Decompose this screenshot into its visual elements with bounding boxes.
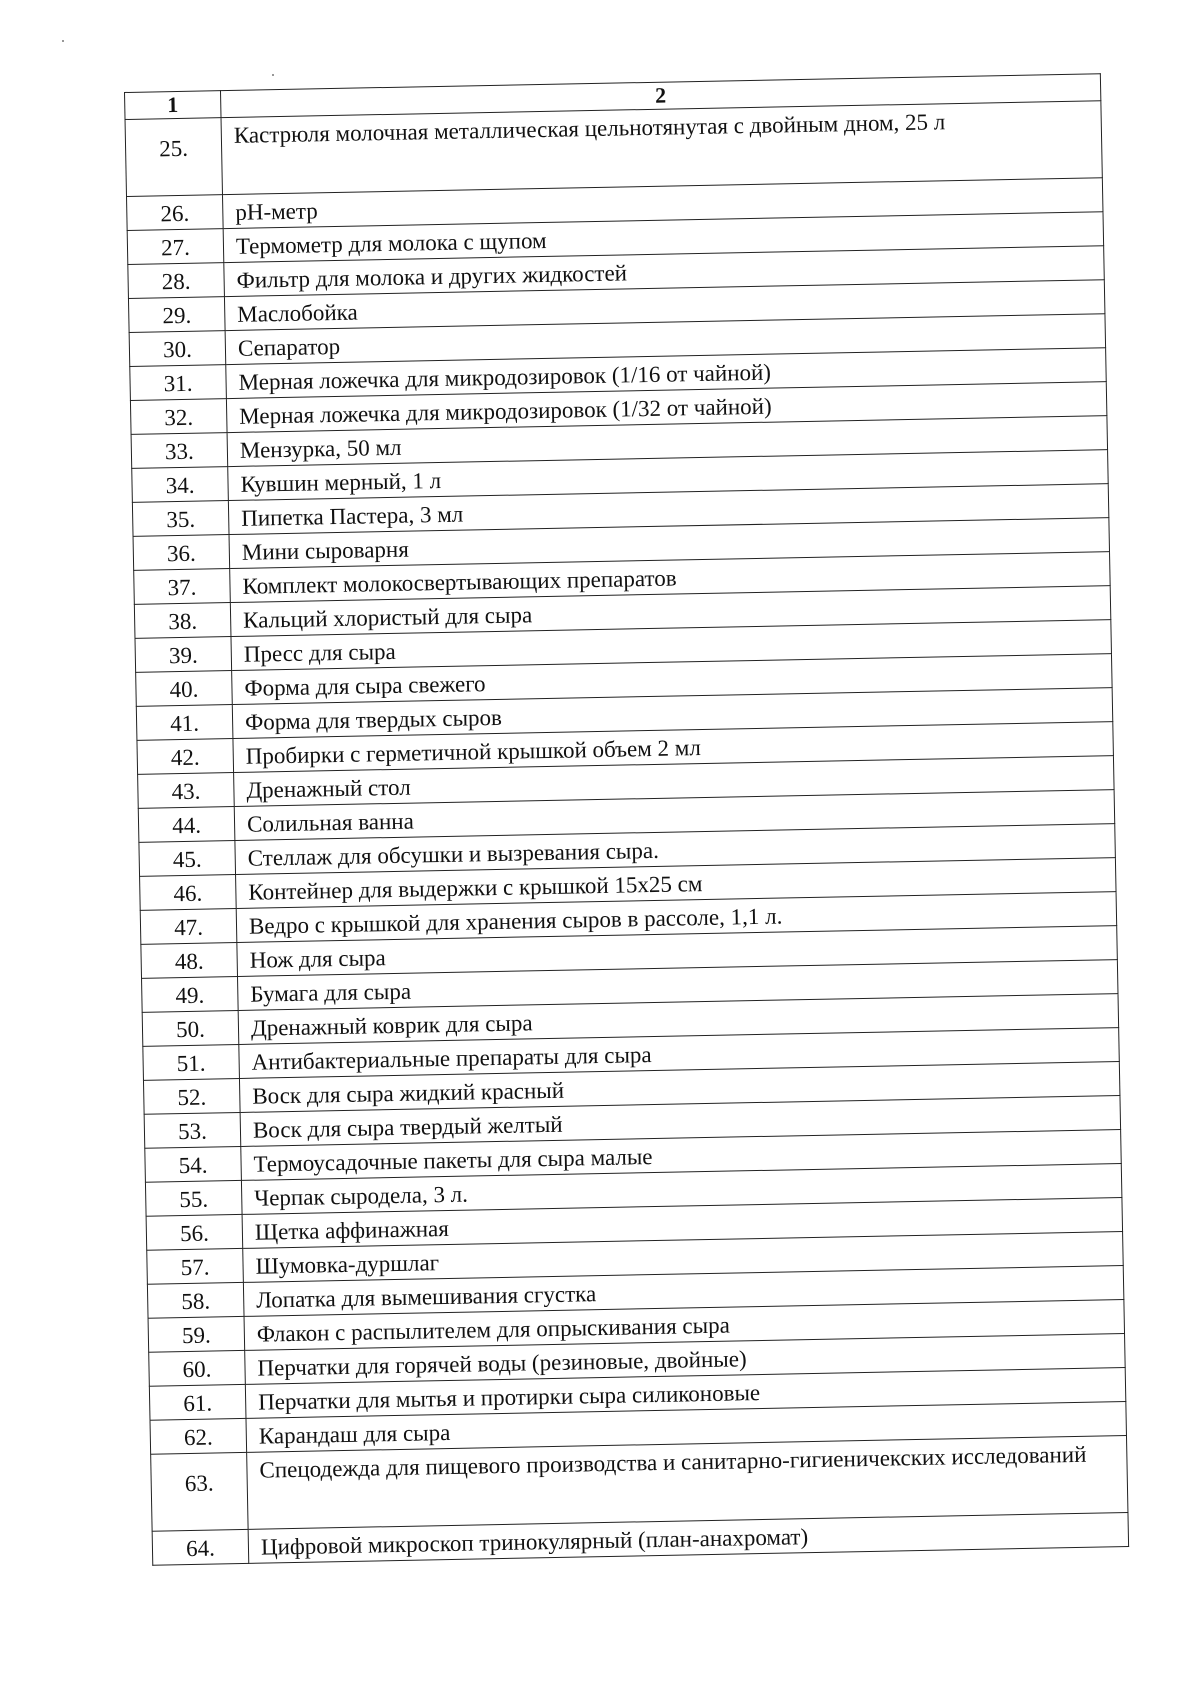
row-number: 37. (134, 569, 231, 605)
row-item-name: Бумага для сыра (238, 960, 1118, 1011)
row-number: 49. (142, 976, 239, 1012)
row-number: 41. (136, 705, 233, 741)
row-number: 61. (149, 1384, 246, 1420)
row-number: 44. (138, 807, 235, 843)
row-item-name: Фильтр для молока и других жидкостей (224, 246, 1104, 297)
row-number: 33. (131, 433, 228, 469)
row-number: 64. (152, 1529, 249, 1565)
row-number: 58. (147, 1282, 244, 1318)
row-item-name: Пресс для сыра (231, 620, 1111, 671)
row-item-name: Цифровой микроскоп тринокулярный (план-анахромат) (248, 1512, 1128, 1563)
row-number: 57. (147, 1248, 244, 1284)
row-number: 62. (150, 1418, 247, 1454)
row-item-name: Мини сыроварня (229, 518, 1109, 569)
row-number: 51. (143, 1044, 240, 1080)
row-item-name: Черпак сыродела, 3 л. (241, 1164, 1121, 1215)
row-number: 31. (130, 365, 227, 401)
row-number: 56. (146, 1214, 243, 1250)
row-number: 59. (148, 1316, 245, 1352)
row-number: 43. (138, 773, 235, 809)
row-number: 40. (136, 671, 233, 707)
row-number: 46. (140, 875, 237, 911)
row-item-name: Перчатки для горячей воды (резиновые, двойные) (245, 1334, 1125, 1385)
row-number: 36. (133, 535, 230, 571)
row-item-name: Нож для сыра (237, 926, 1117, 977)
row-item-name: Флакон с распылителем для опрыскивания сыра (244, 1300, 1124, 1351)
row-number: 30. (129, 331, 226, 367)
scan-speck (272, 74, 274, 76)
row-item-name: Комплект молокосвертывающих препаратов (230, 552, 1110, 603)
row-item-name: Воск для сыра твердый желтый (240, 1096, 1120, 1147)
row-number: 60. (149, 1350, 246, 1386)
row-item-name: Лопатка для вымешивания сгустка (243, 1266, 1123, 1317)
row-number: 50. (142, 1010, 239, 1046)
row-item-name: Кастрюля молочная металлическая цельнотянутая с двойным дном, 25 л (221, 101, 1102, 195)
row-item-name: Карандаш для сыра (246, 1402, 1126, 1453)
row-item-name: Мерная ложечка для микродозировок (1/32 от чайной) (226, 382, 1106, 433)
row-number: 39. (135, 637, 232, 673)
row-number: 38. (134, 603, 231, 639)
row-number: 47. (140, 908, 237, 944)
row-number: 63. (151, 1452, 248, 1531)
row-number: 29. (128, 297, 225, 333)
row-item-name: Мензурка, 50 мл (227, 416, 1107, 467)
row-number: 27. (127, 229, 224, 265)
row-number: 32. (130, 399, 227, 435)
equipment-table (124, 73, 1129, 1565)
row-number: 54. (145, 1146, 242, 1182)
row-item-name: Дренажный стол (234, 756, 1114, 807)
row-item-name: Воск для сыра жидкий красный (239, 1062, 1119, 1113)
row-item-name: Форма для сыра свежего (232, 654, 1112, 705)
row-number: 53. (144, 1112, 241, 1148)
row-item-name: Термометр для молока с щупом (223, 212, 1103, 263)
row-item-name: Спецодежда для пищевого производства и санитарно-гигиеничекских исследований (247, 1436, 1128, 1530)
row-item-name: Ведро с крышкой для хранения сыров в рассоле, 1,1 л. (236, 892, 1116, 943)
row-item-name: Сепаратор (225, 314, 1105, 365)
row-item-name: Форма для твердых сыров (232, 688, 1112, 739)
row-item-name: Солильная ванна (234, 790, 1114, 841)
row-number: 45. (139, 841, 236, 877)
row-item-name: Перчатки для мытья и протирки сыра силиконовые (245, 1368, 1125, 1419)
scan-speck (62, 40, 64, 42)
row-number: 25. (125, 118, 222, 197)
row-item-name: Кувшин мерный, 1 л (228, 450, 1108, 501)
row-item-name: Кальций хлористый для сыра (230, 586, 1110, 637)
row-item-name: Щетка аффинажная (242, 1198, 1122, 1249)
row-item-name: Стеллаж для обсушки и вызревания сыра. (235, 824, 1115, 875)
row-item-name: Маслобойка (224, 280, 1104, 331)
row-number: 26. (127, 195, 224, 231)
row-item-name: Антибактериальные препараты для сыра (239, 1028, 1119, 1079)
row-item-name: Термоусадочные пакеты для сыра малые (241, 1130, 1121, 1181)
column-header-name: 2 (220, 74, 1100, 118)
row-item-name: рН-метр (222, 178, 1102, 229)
column-header-number: 1 (125, 91, 222, 120)
row-item-name: Пипетка Пастера, 3 мл (228, 484, 1108, 535)
row-number: 28. (128, 263, 225, 299)
row-item-name: Мерная ложечка для микродозировок (1/16 от чайной) (226, 348, 1106, 399)
row-number: 55. (145, 1180, 242, 1216)
row-number: 34. (132, 467, 229, 503)
row-number: 52. (143, 1078, 240, 1114)
equipment-table-sheet (124, 73, 1128, 1565)
row-item-name: Пробирки с герметичной крышкой объем 2 мл (233, 722, 1113, 773)
row-number: 42. (137, 739, 234, 775)
row-item-name: Дренажный коврик для сыра (238, 994, 1118, 1045)
row-item-name: Шумовка-дуршлаг (243, 1232, 1123, 1283)
row-number: 48. (141, 942, 238, 978)
table-body (125, 101, 1129, 1565)
row-number: 35. (132, 501, 229, 537)
row-item-name: Контейнер для выдержки с крышкой 15х25 см (236, 858, 1116, 909)
